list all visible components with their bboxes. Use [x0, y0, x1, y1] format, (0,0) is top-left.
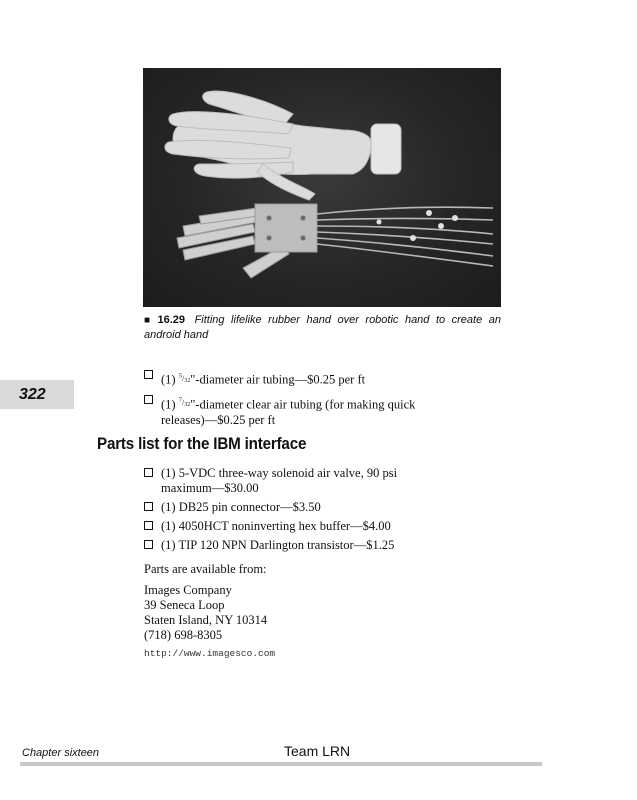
robotic-hand-illustration	[177, 204, 317, 278]
page-number-tab	[0, 380, 74, 409]
checkbox-icon	[144, 370, 153, 379]
footer-chapter-label: Chapter sixteen	[22, 747, 100, 759]
street-address: 39 Seneca Loop	[144, 598, 225, 612]
footer-rule	[20, 762, 542, 766]
caption-marker: ■	[144, 315, 154, 326]
list-item: (1) TIP 120 NPN Darlington transistor—$1.25	[144, 538, 434, 553]
checkbox-icon	[144, 502, 153, 511]
checkbox-icon	[144, 521, 153, 530]
rubber-hand-illustration	[165, 91, 401, 200]
city-state-zip: Staten Island, NY 10314	[144, 613, 268, 627]
figure-photo-android-hand	[143, 68, 501, 307]
fraction: 7/32	[178, 396, 191, 409]
footer-center-text: Team LRN	[284, 743, 351, 759]
company-name: Images Company	[144, 583, 232, 597]
air-tubing-illustration	[317, 207, 493, 266]
list-item: (1) $^{^7/_{32}}$"-diameter clear air tubing (for making quick releases)—$0.25 per ft	[144, 393, 461, 429]
section-heading: Parts list for the IBM interface	[97, 435, 307, 453]
checkbox-icon	[144, 395, 153, 404]
checkbox-icon	[144, 540, 153, 549]
supplier-url[interactable]: http://www.imagesco.com	[144, 648, 276, 659]
figure-caption	[144, 313, 501, 342]
figure-number: 16.29	[157, 314, 186, 326]
page-number: 322	[19, 386, 46, 403]
supplier-address	[144, 583, 267, 643]
availability-text: Parts are available from:	[144, 562, 267, 576]
caption-text: Fitting lifelike rubber hand over robotic hand to create an android hand	[144, 314, 501, 341]
list-item: (1) 5-VDC three-way solenoid air valve, 90 psi maximum—$30.00	[144, 466, 434, 496]
phone-number: (718) 698-8305	[144, 628, 223, 642]
parts-list-ibm-interface	[144, 466, 434, 557]
fraction: 5/32	[178, 372, 191, 384]
parts-list-tubing	[144, 368, 461, 432]
list-item: (1) DB25 pin connector—$3.50	[144, 500, 434, 515]
list-item: (1) $^{^5/_{32}}$"-diameter air tubing—$0.25 per ft	[144, 368, 461, 389]
list-item: (1) 4050HCT noninverting hex buffer—$4.00	[144, 519, 434, 534]
checkbox-icon	[144, 468, 153, 477]
